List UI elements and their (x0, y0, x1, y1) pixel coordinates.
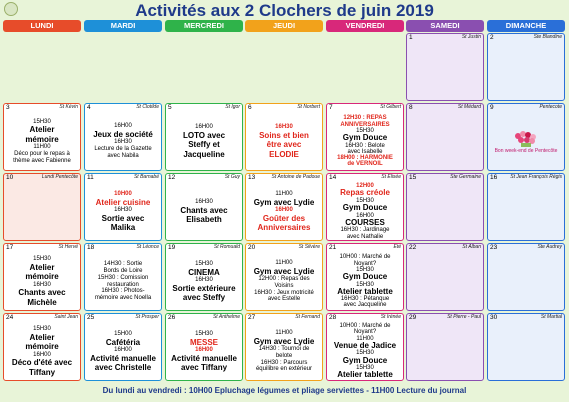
day-cell-28 (326, 313, 404, 381)
day-cell-27 (245, 313, 323, 381)
day-activities (489, 184, 563, 239)
activity-line: 10H00 (114, 190, 132, 197)
activity-line: 15H30 (195, 330, 213, 337)
saint-name: St Martial (540, 314, 562, 320)
activity-line: 16H00 (114, 346, 132, 353)
day-number: 16 (490, 174, 498, 181)
activity-line: Noyant? (353, 260, 377, 267)
day-activities (408, 184, 482, 239)
day-cell-30 (487, 313, 565, 381)
saint-name: St Justin (461, 34, 481, 40)
activity-line: Atelier (29, 333, 55, 343)
day-number: 21 (329, 244, 337, 251)
saint-name: Eté (393, 244, 401, 250)
day-activities (86, 324, 160, 379)
day-cell-2 (487, 33, 565, 101)
saint-name: St Silvère (298, 244, 320, 250)
activity-line: 16H30 (33, 281, 51, 288)
saint-name: St Clotilde (136, 104, 159, 110)
activity-line: mémoire (25, 134, 59, 144)
day-activities (247, 324, 321, 379)
day-cell-29 (406, 313, 484, 381)
activity-line: mémoire (25, 272, 59, 282)
day-header-dimanche: DIMANCHE (487, 20, 565, 32)
activity-line: Jeux de société (93, 130, 153, 140)
activity-line: Tiffany (28, 367, 56, 377)
activity-line: COURSES (345, 217, 385, 227)
activity-line: 16H00 (33, 351, 51, 358)
day-activities (5, 184, 79, 239)
day-activities (86, 114, 160, 169)
saint-name: St Hervé (58, 244, 78, 250)
activity-line: 15H30 (356, 350, 374, 357)
day-cell-16 (487, 173, 565, 241)
activity-line: 16H00 (275, 206, 293, 213)
day-number: 1 (409, 34, 413, 41)
saint-name: St Jean François Régis (510, 174, 562, 180)
activity-line: 16H30 : Jardinage (340, 227, 390, 234)
activity-line: 16H30 : Jeux motricité (254, 289, 314, 296)
activity-line: Sortie avec (101, 213, 145, 223)
activity-line: MESSE (189, 337, 218, 347)
day-activities (5, 254, 79, 309)
day-number: 17 (6, 244, 14, 251)
day-activities (167, 324, 241, 379)
activity-line: ELODIE (269, 149, 299, 159)
activity-line: 15H30 (356, 281, 374, 288)
day-activities (328, 184, 402, 239)
saint-name: St Fernand (295, 314, 320, 320)
day-activities (167, 254, 241, 309)
activity-line: mémoire avec Noella (94, 295, 152, 302)
activity-line: 16H30 (114, 206, 132, 213)
saint-name: St Léonce (136, 244, 159, 250)
activity-line: 16H00 (195, 124, 213, 131)
activity-line: Atelier tablette (337, 286, 393, 296)
activity-line: avec Estelle (267, 296, 301, 303)
activity-line: 15H30 (356, 127, 374, 134)
activity-line: Venue de Jadice (333, 341, 397, 351)
activity-line: 12H00 (356, 183, 374, 190)
activity-line: thème avec Fabienne (13, 157, 71, 164)
activity-line: Gym Douce (342, 272, 388, 282)
saint-name: St Romuald (213, 244, 240, 250)
saint-name: St Irénée (380, 314, 401, 320)
activity-line: belote (275, 352, 293, 359)
day-cell-4 (84, 103, 162, 171)
activity-line: 16H00 (114, 123, 132, 130)
activity-line: Activité manuelle (90, 353, 156, 363)
activity-line: 15H00 (114, 330, 132, 337)
day-cell-25 (84, 313, 162, 381)
activity-line: de VERNOIL (347, 161, 383, 168)
saint-name: St Médard (457, 104, 481, 110)
day-activities (328, 324, 402, 379)
day-number: 13 (248, 174, 256, 181)
activity-line: Cafétéria (105, 337, 141, 347)
saint-name: St Barnabé (133, 174, 159, 180)
day-number: 12 (168, 174, 176, 181)
activity-line: Atelier (29, 263, 55, 273)
activity-line: mémoire (25, 342, 59, 352)
activity-line: Jacqueline (183, 149, 225, 159)
day-number: 14 (329, 174, 337, 181)
footer-note: Du lundi au vendredi : 10H00 Epluchage légumes et pliage serviettes - 11H00 Lecture du journal (102, 386, 467, 395)
day-cell-13 (245, 173, 323, 241)
activity-line: 15H30 (33, 118, 51, 125)
day-activities (489, 114, 563, 169)
activity-line: avec Nabila (107, 152, 139, 159)
activity-line: Gym avec Lydie (253, 336, 315, 346)
day-number: 23 (490, 244, 498, 251)
activity-line: 10H00 : Marché de (339, 323, 391, 330)
activity-line: Soins et bien (259, 131, 309, 141)
saint-name: St Pierre - Paul (447, 314, 481, 320)
saint-name: St Elisée (381, 174, 401, 180)
saint-name: St Antoine de Padoue (271, 174, 320, 180)
activity-line: 14H30 : Sortie (103, 260, 143, 267)
saint-name: St Anthelme (212, 314, 240, 320)
day-header-samedi: SAMEDI (406, 20, 484, 32)
activity-line: 12H00 : Repas des (258, 275, 310, 282)
day-cell-24 (3, 313, 81, 381)
day-number: 25 (87, 314, 95, 321)
saint-name: St Alban (462, 244, 481, 250)
activity-line: Sortie extérieure (172, 283, 236, 293)
day-cell-8 (406, 103, 484, 171)
activity-line: Chants avec (180, 205, 228, 215)
activity-line: 16H30 (275, 124, 293, 131)
activity-line: avec Jacqueline (343, 302, 387, 309)
activity-line: 11H00 (356, 335, 374, 342)
day-activities (408, 44, 482, 99)
day-number: 8 (409, 104, 413, 111)
day-cell-21 (326, 243, 404, 311)
day-number: 4 (87, 104, 91, 111)
activity-line: avec Christelle (94, 362, 152, 372)
activity-line: Anniversaires (257, 222, 311, 232)
day-number: 7 (329, 104, 333, 111)
activity-line: 11H00 (33, 143, 51, 150)
activity-line: avec Nathalie (346, 233, 384, 240)
day-number: 18 (87, 244, 95, 251)
activity-line: Goûter des (262, 213, 306, 223)
activity-line: avec Isabelle (347, 148, 383, 155)
activity-line: 16H30 : Pétanque (340, 296, 390, 303)
day-cell-11 (84, 173, 162, 241)
day-activities (489, 44, 563, 99)
day-cell-15 (406, 173, 484, 241)
saint-name: Ste Audrey (537, 244, 562, 250)
day-cell-26 (165, 313, 243, 381)
day-activities (328, 114, 402, 169)
activity-line: ANNIVERSAIRES (340, 121, 390, 128)
day-number: 30 (490, 314, 498, 321)
activity-line: 12H30 : REPAS (343, 115, 387, 122)
day-header-vendredi: VENDREDI (326, 20, 404, 32)
activity-line: 15H30 (33, 256, 51, 263)
activity-line: Gym Douce (342, 203, 388, 213)
day-number: 3 (6, 104, 10, 111)
saint-name: St Norbert (297, 104, 320, 110)
saint-name: Lundi Pentecôte (41, 174, 78, 180)
activity-line: 15H30 : Comission (97, 274, 149, 281)
activity-line: 11H00 (275, 259, 293, 266)
day-activities (328, 254, 402, 309)
flower-bouquet-icon (512, 130, 540, 148)
day-number: 11 (87, 174, 94, 181)
activity-line: Atelier tablette (337, 370, 393, 380)
day-header-jeudi: JEUDI (245, 20, 323, 32)
day-activities (408, 254, 482, 309)
day-activities (247, 184, 321, 239)
day-cell-12 (165, 173, 243, 241)
day-number: 6 (248, 104, 252, 111)
saint-name: St Kévin (59, 104, 78, 110)
day-header-mercredi: MERCREDI (165, 20, 243, 32)
activity-line: avec Tiffany (180, 362, 228, 372)
activity-line: Malika (110, 222, 136, 232)
day-number: 27 (248, 314, 256, 321)
day-number: 10 (6, 174, 14, 181)
activity-line: restauration (107, 281, 139, 288)
day-activities (408, 324, 482, 379)
day-cell-1 (406, 33, 484, 101)
day-cell-17 (3, 243, 81, 311)
day-header-mardi: MARDI (84, 20, 162, 32)
day-header-lundi: LUNDI (3, 20, 81, 32)
saint-name: St Gilbert (380, 104, 401, 110)
activity-line: Gym avec Lydie (253, 266, 315, 276)
activity-line: LOTO avec (182, 131, 226, 141)
activity-line: être avec (266, 140, 302, 150)
saint-name: Pentecote (539, 104, 562, 110)
activity-line: 16H00 (356, 212, 374, 219)
day-cell-23 (487, 243, 565, 311)
day-activities (167, 114, 241, 169)
activity-line: Gym Douce (342, 133, 388, 143)
activity-line: 16H30 : Photos- (101, 288, 145, 295)
day-activities (247, 114, 321, 169)
day-activities (247, 254, 321, 309)
day-cell-7 (326, 103, 404, 171)
activity-line: Repas créole (340, 188, 390, 198)
day-activities (167, 184, 241, 239)
activity-line: 18H00 : HARMONIE (337, 155, 393, 162)
activity-line: CINEMA (188, 267, 220, 277)
activity-line: équilibre en extérieur (255, 366, 313, 373)
activity-line: Noyant? (353, 329, 377, 336)
day-activities (5, 324, 79, 379)
activity-line: 11H00 (275, 329, 293, 336)
activity-line: 15H30 (356, 365, 374, 372)
pentecost-caption: Bon week-end de Pentecôte (494, 148, 558, 155)
day-cell-14 (326, 173, 404, 241)
saint-name: Ste Blandine (533, 34, 562, 40)
day-number: 5 (168, 104, 172, 111)
activity-line: 16H00 (195, 346, 213, 353)
activity-line: 16H30 (195, 276, 213, 283)
activity-line: 10H00 : Marché de (339, 254, 391, 261)
day-cell-6 (245, 103, 323, 171)
activity-line: Atelier cuisine (95, 197, 151, 207)
day-activities (86, 184, 160, 239)
activity-line: 15H30 (195, 260, 213, 267)
day-cell-5 (165, 103, 243, 171)
day-number: 22 (409, 244, 417, 251)
day-number: 24 (6, 314, 14, 321)
activity-line: Chants avec (18, 288, 66, 298)
day-number: 26 (168, 314, 176, 321)
saint-name: St Igor (225, 104, 240, 110)
day-activities (408, 114, 482, 169)
day-cell-19 (165, 243, 243, 311)
activity-line: Déco d'été avec (11, 358, 73, 368)
activity-line: Déco pour le repas à (14, 150, 70, 157)
page-title: Activités aux 2 Clochers de juin 2019 (135, 1, 434, 20)
day-number: 19 (168, 244, 176, 251)
day-number: 9 (490, 104, 494, 111)
day-cell-20 (245, 243, 323, 311)
day-number: 28 (329, 314, 337, 321)
activity-line: avec Steffy (182, 292, 226, 302)
day-activities (489, 324, 563, 379)
activity-line: Michèle (27, 297, 57, 307)
activity-line: 11H00 (275, 190, 293, 197)
day-cell-18 (84, 243, 162, 311)
saint-name: Saint Jean (54, 314, 78, 320)
day-number: 29 (409, 314, 417, 321)
activity-line: 16H30 (114, 139, 132, 146)
saint-name: St Prosper (135, 314, 159, 320)
activity-line: 15H30 (356, 197, 374, 204)
activity-line: 14H30 : Tournoi de (258, 345, 310, 352)
day-activities (5, 114, 79, 169)
activity-line: Lecture de la Gazette (94, 146, 152, 153)
saint-name: St Guy (224, 174, 240, 180)
activity-line: 15H30 (33, 326, 51, 333)
activity-line: Gym Douce (342, 355, 388, 365)
day-number: 15 (409, 174, 417, 181)
activity-line: Steffy et (188, 140, 220, 150)
day-number: 2 (490, 34, 494, 41)
activity-line: 16H30 : Parcours (260, 359, 308, 366)
day-activities (86, 254, 160, 309)
activity-line: Activité manuelle (171, 353, 237, 363)
saint-name: Ste Germaine (450, 174, 481, 180)
activity-line: 16H30 : Belote (345, 142, 385, 149)
activity-line: 15H30 (356, 266, 374, 273)
activity-line: Elisabeth (186, 214, 222, 224)
day-cell-22 (406, 243, 484, 311)
day-number: 20 (248, 244, 256, 251)
activity-line: Atelier (29, 125, 55, 135)
activity-line: Bords de Loire (103, 267, 143, 274)
activity-line: 16H30 (195, 198, 213, 205)
day-cell-10 (3, 173, 81, 241)
activity-line: Voisins (274, 282, 294, 289)
activity-line: Gym avec Lydie (253, 197, 315, 207)
day-cell-9 (487, 103, 565, 171)
day-activities (489, 254, 563, 309)
day-cell-3 (3, 103, 81, 171)
